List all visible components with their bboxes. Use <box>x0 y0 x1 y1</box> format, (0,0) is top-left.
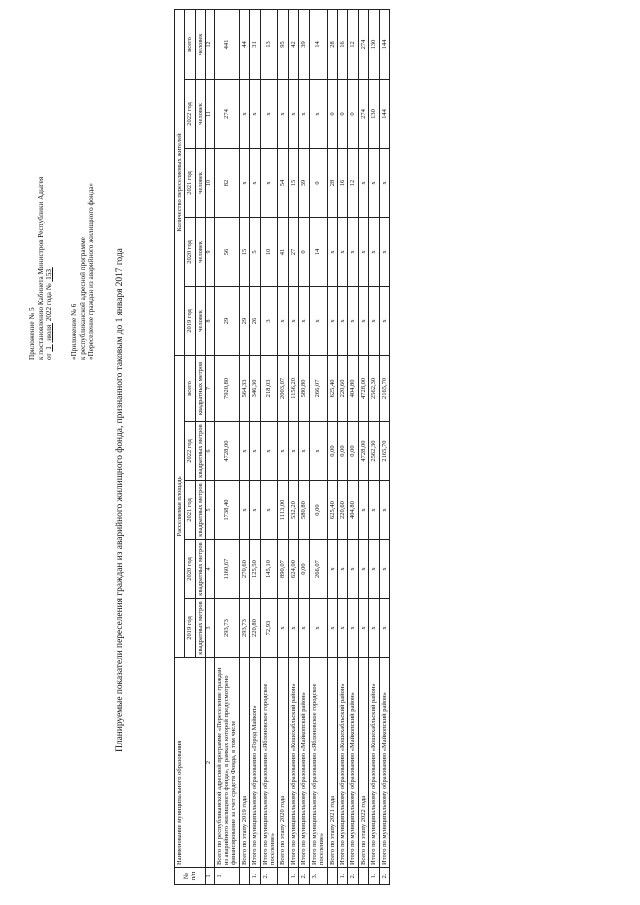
column-index-cell: 9 <box>206 217 214 286</box>
unit-header: квадратных метров <box>195 355 205 421</box>
column-index-cell: 4 <box>206 540 214 599</box>
people-value-cell: 82 <box>214 148 239 217</box>
area-value-cell: 4728,00 <box>358 355 368 421</box>
municipality-name-cell: Итого по муниципальному образованию «Кошехабльский район» <box>337 658 347 868</box>
area-value-cell: х <box>299 422 309 481</box>
people-value-cell: 10 <box>260 217 278 286</box>
area-value-cell: х <box>358 540 368 599</box>
people-value-cell: 29 <box>239 286 249 355</box>
people-value-cell: х <box>327 286 337 355</box>
area-value-cell: 220,60 <box>337 481 347 540</box>
table-row <box>309 9 327 884</box>
people-value-cell: 56 <box>214 217 239 286</box>
row-number-cell <box>327 868 337 885</box>
area-value-cell: 625,40 <box>327 355 337 421</box>
column-index-cell: 7 <box>206 355 214 421</box>
people-value-cell: 0 <box>309 148 327 217</box>
area-value-cell: 404,80 <box>348 355 358 421</box>
area-value-cell: х <box>379 481 389 540</box>
people-value-cell: 29 <box>214 286 239 355</box>
appendix-line: к постановлению Кабинета Министров Республики Адыгея <box>36 176 45 360</box>
people-value-cell: х <box>348 286 358 355</box>
unit-header: квадратных метров <box>195 599 205 658</box>
area-value-cell: 1738,40 <box>214 481 239 540</box>
area-value-cell: 404,80 <box>348 481 358 540</box>
people-value-cell: х <box>327 217 337 286</box>
unit-header: человек <box>195 9 205 79</box>
people-value-cell: 27 <box>288 217 298 286</box>
table-row <box>348 9 358 884</box>
area-value-cell: х <box>369 481 379 540</box>
area-value-cell: 266,07 <box>309 540 327 599</box>
document-title: Планируемые показатели переселения граждан из аварийного жилищного фонда, признанного таковым до 1 января 2017 года <box>115 248 125 752</box>
people-value-cell: 15 <box>288 148 298 217</box>
area-value-cell: 125,50 <box>250 540 260 599</box>
area-value-cell: х <box>278 422 288 481</box>
area-value-cell: х <box>348 599 358 658</box>
people-value-cell: х <box>299 79 309 148</box>
people-value-cell: х <box>278 79 288 148</box>
area-value-cell: х <box>337 599 347 658</box>
table-row <box>260 9 278 884</box>
people-value-cell: 0 <box>327 79 337 148</box>
municipality-name-cell: Итого по муниципальному образованию «Майкопский район» <box>299 658 309 868</box>
municipality-name-cell: Итого по муниципальному образованию «Кошехабльский район» <box>288 658 298 868</box>
area-value-cell: 2562,30 <box>369 422 379 481</box>
year-header: 2022 год <box>185 422 195 481</box>
people-value-cell: 144 <box>379 79 389 148</box>
people-value-cell: 44 <box>239 9 249 79</box>
row-number-cell: 3. <box>309 868 327 885</box>
people-value-cell: 41 <box>278 217 288 286</box>
resolution-number: 153 <box>45 269 54 280</box>
people-value-cell: х <box>369 217 379 286</box>
area-value-cell: 890,07 <box>278 540 288 599</box>
resolution-date-line <box>45 177 54 360</box>
row-number-cell: 1. <box>250 868 260 885</box>
people-value-cell: х <box>288 79 298 148</box>
people-value-cell: 26 <box>250 286 260 355</box>
people-value-cell: 0 <box>337 79 347 148</box>
people-value-cell: 39 <box>299 9 309 79</box>
people-value-cell: 130 <box>369 9 379 79</box>
unit-header: квадратных метров <box>195 422 205 481</box>
people-value-cell: 31 <box>250 9 260 79</box>
program-line: «Приложение № 6 <box>70 303 78 360</box>
people-value-cell: 5 <box>250 217 260 286</box>
area-value-cell: 0,00 <box>348 422 358 481</box>
unit-header: человек <box>195 286 205 355</box>
unit-header: человек <box>195 79 205 148</box>
people-value-cell: 54 <box>278 148 288 217</box>
table-row <box>214 9 239 884</box>
people-value-cell: х <box>348 217 358 286</box>
area-value-cell: х <box>379 540 389 599</box>
column-index-cell: 6 <box>206 422 214 481</box>
year-header: 2020 год <box>185 540 195 599</box>
appendix-line: Приложение № 5 <box>28 307 36 360</box>
year-text: 2022 года № <box>45 283 54 322</box>
year-header: 2019 год <box>185 599 195 658</box>
people-value-cell: х <box>379 148 389 217</box>
area-value-cell: 2003,07 <box>278 355 288 421</box>
area-value-cell: х <box>288 422 298 481</box>
people-value-cell: 16 <box>337 9 347 79</box>
area-value-cell: 220,80 <box>250 599 260 658</box>
people-value-cell: х <box>337 286 347 355</box>
people-value-cell: х <box>358 286 368 355</box>
area-value-cell: х <box>299 599 309 658</box>
area-value-cell: х <box>250 481 260 540</box>
people-value-cell: х <box>288 286 298 355</box>
area-value-cell: 0,00 <box>327 422 337 481</box>
people-value-cell: 0 <box>299 217 309 286</box>
area-value-cell: 0,00 <box>309 481 327 540</box>
people-value-cell: 3 <box>260 286 278 355</box>
date-prefix: от <box>45 353 54 360</box>
year-header: 2020 год <box>185 217 195 286</box>
people-value-cell: х <box>337 217 347 286</box>
area-value-cell: х <box>260 422 278 481</box>
people-value-cell: 15 <box>239 217 249 286</box>
area-value-cell: 266,07 <box>309 355 327 421</box>
area-value-cell: х <box>309 599 327 658</box>
appendix-header <box>28 177 54 360</box>
column-index-cell: 1 <box>206 868 214 885</box>
program-line: к республиканской адресной программе <box>78 237 87 360</box>
area-value-cell: 4728,00 <box>214 422 239 481</box>
unit-header: человек <box>195 217 205 286</box>
area-value-cell: х <box>239 481 249 540</box>
area-value-cell: х <box>309 422 327 481</box>
area-value-cell: 624,00 <box>288 540 298 599</box>
row-number-cell: 2. <box>379 868 389 885</box>
people-value-cell: 12 <box>348 148 358 217</box>
area-value-cell: х <box>369 599 379 658</box>
area-value-cell: х <box>358 599 368 658</box>
municipality-name-cell: Итого по муниципальному образованию «Кошехабльский район» <box>369 658 379 868</box>
area-value-cell: х <box>379 599 389 658</box>
row-number-cell <box>358 868 368 885</box>
area-value-cell: 532,20 <box>288 481 298 540</box>
area-value-cell: 4728,00 <box>358 422 368 481</box>
people-value-cell: 0 <box>348 79 358 148</box>
year-header: 2021 год <box>185 148 195 217</box>
people-value-cell: 441 <box>214 9 239 79</box>
people-value-cell: х <box>379 217 389 286</box>
column-index-cell: 10 <box>206 148 214 217</box>
area-value-cell: х <box>288 599 298 658</box>
resettlement-table <box>174 9 390 885</box>
area-value-cell: 625,40 <box>327 481 337 540</box>
people-value-cell: х <box>239 148 249 217</box>
people-value-cell: х <box>309 79 327 148</box>
table-row <box>278 9 288 884</box>
area-value-cell: х <box>260 481 278 540</box>
column-index-cell: 5 <box>206 481 214 540</box>
area-value-cell: 293,73 <box>239 599 249 658</box>
table-row <box>288 9 298 884</box>
row-number-cell: 1. <box>288 868 298 885</box>
people-value-cell: 39 <box>299 148 309 217</box>
table-row <box>239 9 249 884</box>
unit-header: квадратных метров <box>195 481 205 540</box>
municipality-name-cell: Всего по этапу 2021 года <box>327 658 337 868</box>
area-group-header: Расселяемая площадь <box>175 355 185 657</box>
municipality-name-cell: Итого по муниципальному образованию «Майкопский район» <box>348 658 358 868</box>
column-index-row <box>206 9 214 884</box>
area-value-cell: 220,60 <box>337 355 347 421</box>
area-value-cell: х <box>239 422 249 481</box>
year-header: всего <box>185 355 195 421</box>
municipality-name-cell: Всего по этапу 2020 года <box>278 658 288 868</box>
area-value-cell: 0,00 <box>299 540 309 599</box>
unit-header: квадратных метров <box>195 540 205 599</box>
area-value-cell: 2165,70 <box>379 355 389 421</box>
municipality-name-cell: Всего по этапу 2022 года <box>358 658 368 868</box>
people-value-cell: х <box>369 148 379 217</box>
people-value-cell: 28 <box>327 148 337 217</box>
people-value-cell: х <box>250 79 260 148</box>
people-value-cell: 95 <box>278 9 288 79</box>
area-value-cell: 580,80 <box>299 481 309 540</box>
area-value-cell: 293,73 <box>214 599 239 658</box>
people-value-cell: 12 <box>348 9 358 79</box>
people-value-cell: 16 <box>337 148 347 217</box>
people-value-cell: х <box>299 286 309 355</box>
year-header: 2019 год <box>185 286 195 355</box>
row-number-cell: 1. <box>369 868 379 885</box>
area-value-cell: х <box>327 599 337 658</box>
month: июля <box>45 324 54 341</box>
area-value-cell: 218,03 <box>260 355 278 421</box>
people-value-cell: 28 <box>327 9 337 79</box>
area-value-cell: 72,93 <box>260 599 278 658</box>
table-row <box>379 9 389 884</box>
area-value-cell: х <box>250 422 260 481</box>
people-value-cell: х <box>278 286 288 355</box>
area-value-cell: 1156,20 <box>288 355 298 421</box>
municipality-name-cell: Всего по этапу 2019 года <box>239 658 249 868</box>
day: 1 <box>45 346 54 350</box>
table-row <box>337 9 347 884</box>
col-no-header: № п/п <box>175 868 206 885</box>
program-line: «Переселение граждан из аварийного жилищного фонда» <box>87 182 96 360</box>
col-name-header: Наименование муниципального образования <box>175 658 206 868</box>
area-value-cell: х <box>337 540 347 599</box>
people-value-cell: х <box>250 148 260 217</box>
area-value-cell: 2165,70 <box>379 422 389 481</box>
people-value-cell: х <box>358 217 368 286</box>
municipality-name-cell: Итого по муниципальному образованию «Яблоновское городское поселение» <box>260 658 278 868</box>
column-index-cell: 8 <box>206 286 214 355</box>
row-number-cell <box>239 868 249 885</box>
people-value-cell: х <box>309 286 327 355</box>
program-header <box>70 183 96 360</box>
people-value-cell: 13 <box>260 9 278 79</box>
table-row <box>358 9 368 884</box>
area-value-cell: х <box>369 540 379 599</box>
people-value-cell: 14 <box>309 217 327 286</box>
column-index-cell: 12 <box>206 9 214 79</box>
municipality-name-cell: Итого по муниципальному образованию «Майкопский район» <box>379 658 389 868</box>
people-value-cell: 144 <box>379 9 389 79</box>
row-number-cell: 2. <box>260 868 278 885</box>
area-value-cell: 270,60 <box>239 540 249 599</box>
people-value-cell: х <box>260 148 278 217</box>
people-value-cell: х <box>260 79 278 148</box>
municipality-name-cell: Итого по муниципальному образованию «Яблоновское городское поселение» <box>309 658 327 868</box>
people-value-cell: х <box>239 79 249 148</box>
table-row <box>327 9 337 884</box>
people-value-cell: х <box>358 148 368 217</box>
people-value-cell: х <box>379 286 389 355</box>
people-value-cell: х <box>369 286 379 355</box>
unit-header: человек <box>195 148 205 217</box>
area-value-cell: х <box>358 481 368 540</box>
area-value-cell: 346,30 <box>250 355 260 421</box>
table-row <box>250 9 260 884</box>
people-value-cell: 274 <box>358 79 368 148</box>
municipality-name-cell: Всего по республиканской адресной программе «Переселение граждан из аварийного жилищного фонда», в рамках которой предусмотрено финансирование за счет средств Фонда, в том числе <box>214 658 239 868</box>
area-value-cell: 564,33 <box>239 355 249 421</box>
area-value-cell: 580,80 <box>299 355 309 421</box>
area-value-cell: х <box>348 540 358 599</box>
row-number-cell <box>278 868 288 885</box>
area-value-cell: 1113,00 <box>278 481 288 540</box>
people-value-cell: 274 <box>214 79 239 148</box>
table-body <box>214 9 389 884</box>
year-header: всего <box>185 9 195 79</box>
row-number-cell: 2. <box>299 868 309 885</box>
table-row <box>369 9 379 884</box>
municipality-name-cell: Итого по муниципальному образованию «Город Майкоп» <box>250 658 260 868</box>
column-index-cell: 3 <box>206 599 214 658</box>
year-header: 2021 год <box>185 481 195 540</box>
row-number-cell: 1. <box>337 868 347 885</box>
area-value-cell: 2562,30 <box>369 355 379 421</box>
people-value-cell: 130 <box>369 79 379 148</box>
area-value-cell: 7920,80 <box>214 355 239 421</box>
area-value-cell: х <box>327 540 337 599</box>
column-index-cell: 2 <box>206 658 214 868</box>
people-value-cell: 274 <box>358 9 368 79</box>
area-value-cell: х <box>278 599 288 658</box>
row-number-cell: 1 <box>214 868 239 885</box>
column-index-cell: 11 <box>206 79 214 148</box>
people-value-cell: 14 <box>309 9 327 79</box>
table-row <box>299 9 309 884</box>
area-value-cell: 145,10 <box>260 540 278 599</box>
year-header: 2022 год <box>185 79 195 148</box>
row-number-cell: 2. <box>348 868 358 885</box>
area-value-cell: 0,00 <box>337 422 347 481</box>
people-value-cell: 42 <box>288 9 298 79</box>
area-value-cell: 1160,67 <box>214 540 239 599</box>
people-group-header: Количество переселяемых жителей <box>175 9 185 355</box>
